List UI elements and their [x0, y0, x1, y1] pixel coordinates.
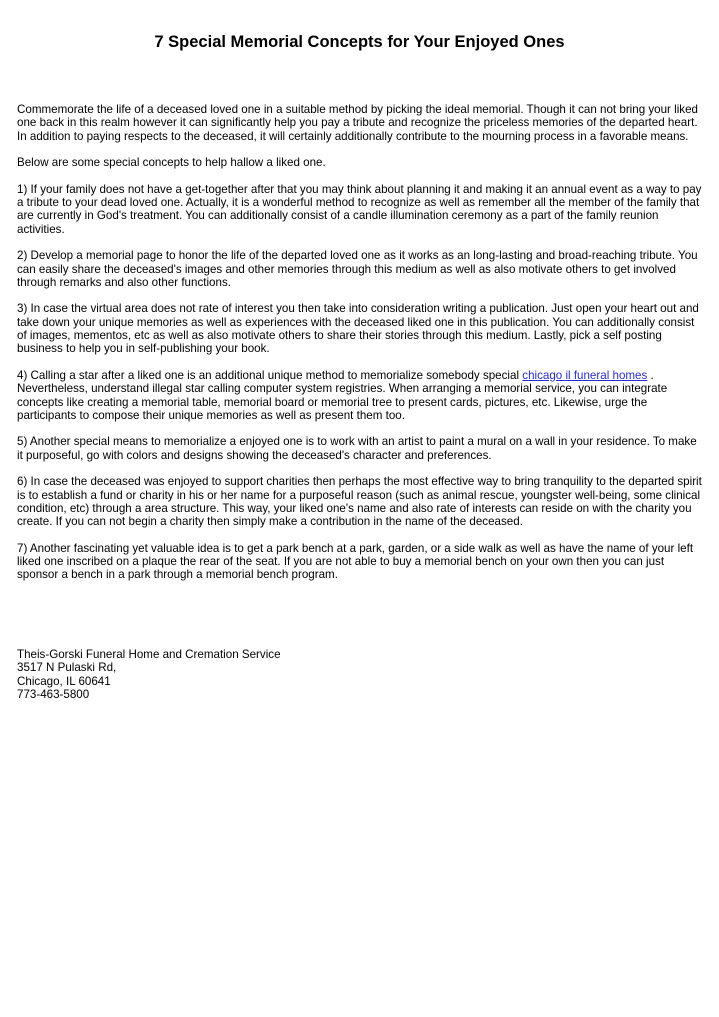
business-name: Theis-Gorski Funeral Home and Cremation Service — [17, 648, 281, 661]
idea-paragraph-7: 7) Another fascinating yet valuable idea is to get a park bench at a park, garden, or a side walk as well as have the name of your left liked one inscribed on a plaque the rear of the seat. If you are not able to buy a memorial bench on your own then you can just sponsor a bench in a park through a memorial bench program. — [17, 541, 694, 582]
idea-paragraph-5: 5) Another special means to memorialize a enjoyed one is to work with an artist to paint a mural on a wall in your residence. To make it purposeful, go with colors and designs showing the deceased's character and preferences. — [17, 435, 697, 462]
idea-paragraph-2: 2) Develop a memorial page to honor the life of the departed loved one as it works as an long-lasting and broad-reaching tribute. You can easily share the deceased's images and other memories through this medium as well as also motivate others to get involved through remarks and also other functions. — [17, 249, 698, 289]
street-address: 3517 N Pulaski Rd, — [17, 661, 117, 675]
page-title: 7 Special Memorial Concepts for Your Enjoyed Ones — [154, 33, 565, 51]
contact-block — [17, 648, 281, 701]
idea-paragraph-4 — [17, 369, 703, 422]
phone-number: 773-463-5800 — [17, 687, 90, 701]
article-body — [17, 103, 703, 595]
funeral-homes-link[interactable]: chicago il funeral homes — [522, 368, 648, 382]
city-state-zip: Chicago, IL 60641 — [17, 674, 111, 688]
idea-4-text-start: 4) Calling a star after a liked one is an additional unique method to memorialize somebody special — [17, 368, 523, 382]
idea-paragraph-3: 3) In case the virtual area does not rate of interest you then take into consideration writing a publication. Just open your heart out and take down your unique memories as well as experiences with the deceased liked one in this publication. You can additionally consist of images, mementos, etc as well as also motivate others to share their stories through this medium. Lastly, pick a self posting business to help you in self-publishing your book. — [17, 302, 699, 356]
intro-paragraph: Commemorate the life of a deceased loved one in a suitable method by picking the ideal memorial. Though it can not bring your liked one back in this realm however it can significantly help you pay a tribute and recognize the priceless memories of the departed heart. In addition to paying respects to the deceased, it will certainly additionally contribute to the mourning process in a favorable means. — [17, 103, 698, 143]
idea-4-text-end: . Nevertheless, understand illegal star calling computer system registries. When arranging a memorial service, you can integrate concepts like creating a memorial table, memorial board or memorial tree to present cards, pictures, etc. Likewise, urge the participants to compose their unique memories as well as present them too. — [17, 368, 668, 422]
idea-paragraph-1: 1) If your family does not have a get-together after that you may think about planning it and making it an annual event as a way to pay a tribute to your dead loved one. Actually, it is a wonderful method to recognize as well as remember all the member of the family that are currently in God's treatment. You can additionally consist of a candle illumination ceremony as a part of the family reunion activities. — [17, 182, 702, 236]
lead-paragraph: Below are some special concepts to help hallow a liked one. — [17, 156, 326, 170]
idea-paragraph-6: 6) In case the deceased was enjoyed to support charities then perhaps the most effective way to bring tranquility to the departed spirit is to establish a fund or charity in his or her name for a purposeful reason (such as animal rescue, youngster well-being, some clinical condition, etc) through a area structure. This way, your liked one's name and also rate of interests can reside on with the charity you create. If you can not begin a charity then simply make a contribution in the name of the deceased. — [17, 475, 702, 529]
